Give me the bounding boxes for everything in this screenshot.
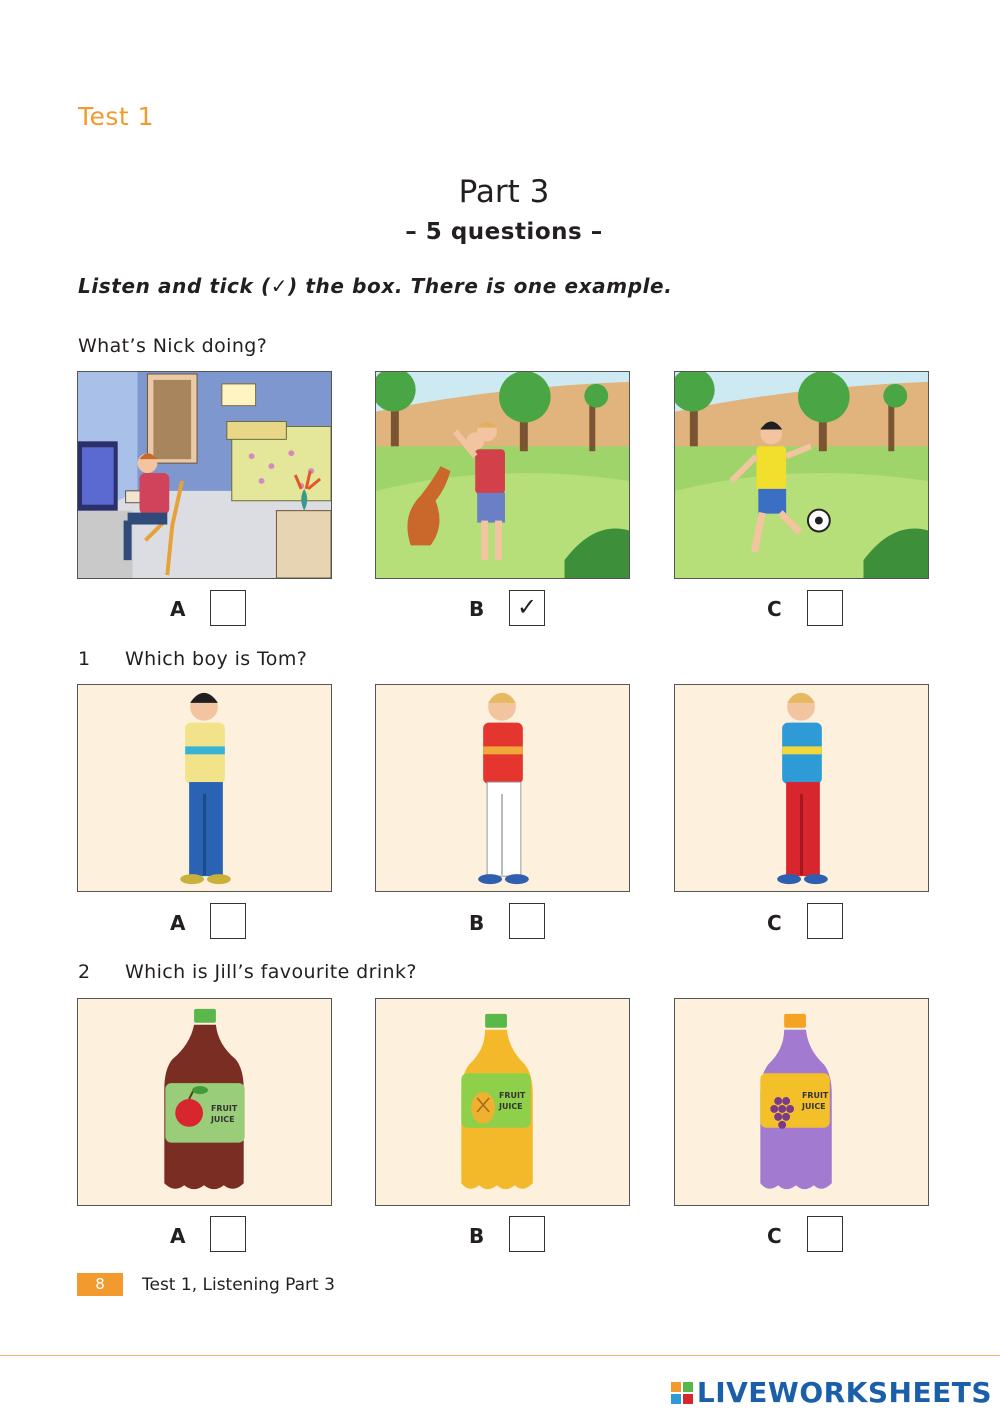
example-picture-b bbox=[375, 371, 630, 579]
question-2-option-c-letter: C bbox=[767, 1224, 782, 1248]
question-2-option-a-checkbox[interactable] bbox=[210, 1216, 246, 1252]
question-1-picture-b bbox=[375, 684, 630, 892]
brand-blocks-icon bbox=[671, 1382, 693, 1404]
example-picture-c bbox=[674, 371, 929, 579]
question-2-c-label-line1: FRUIT bbox=[801, 1091, 829, 1101]
question-2-a-label-line2: JUICE bbox=[210, 1114, 235, 1124]
question-2-c-label-line2: JUICE bbox=[801, 1101, 826, 1111]
question-1-option-c-letter: C bbox=[767, 911, 782, 935]
example-option-a-checkbox[interactable] bbox=[210, 590, 246, 626]
example-question: What’s Nick doing? bbox=[78, 335, 268, 357]
question-2-a-label-line1: FRUIT bbox=[210, 1103, 238, 1113]
question-1-option-a-letter: A bbox=[170, 911, 186, 935]
question-2-option-b-checkbox[interactable] bbox=[509, 1216, 545, 1252]
example-option-a-letter: A bbox=[170, 597, 186, 621]
page-number: 8 bbox=[77, 1273, 123, 1296]
question-2-option-a-letter: A bbox=[170, 1224, 186, 1248]
question-1 bbox=[78, 648, 307, 670]
question-1-option-b-checkbox[interactable] bbox=[509, 903, 545, 939]
instruction-text: Listen and tick (✓) the box. There is one example. bbox=[78, 274, 673, 298]
example-picture-a bbox=[77, 371, 332, 579]
question-2-option-c-checkbox[interactable] bbox=[807, 1216, 843, 1252]
question-2-picture-b bbox=[375, 998, 630, 1206]
question-1-text: Which boy is Tom? bbox=[125, 648, 308, 670]
question-2 bbox=[78, 961, 417, 983]
footer-divider bbox=[0, 1355, 1000, 1356]
example-option-c-letter: C bbox=[767, 597, 782, 621]
example-option-c-checkbox[interactable] bbox=[807, 590, 843, 626]
question-1-option-b-letter: B bbox=[469, 911, 485, 935]
question-2-number: 2 bbox=[78, 961, 91, 983]
question-1-option-a-checkbox[interactable] bbox=[210, 903, 246, 939]
question-2-option-b-letter: B bbox=[469, 1224, 485, 1248]
question-1-picture-a bbox=[77, 684, 332, 892]
brand-text: LIVEWORKSHEETS bbox=[696, 1376, 992, 1409]
question-1-number: 1 bbox=[78, 648, 91, 670]
test-label: Test 1 bbox=[78, 102, 155, 131]
question-1-option-c-checkbox[interactable] bbox=[807, 903, 843, 939]
part-title: Part 3 bbox=[458, 174, 550, 210]
question-2-b-label-line1: FRUIT bbox=[499, 1091, 526, 1101]
brand-logo[interactable] bbox=[671, 1376, 992, 1409]
question-2-b-label-line2: JUICE bbox=[499, 1101, 523, 1111]
question-2-picture-a bbox=[77, 998, 332, 1206]
part-subtitle: – 5 questions – bbox=[405, 219, 603, 245]
example-option-b-checkbox[interactable]: ✓ bbox=[509, 590, 545, 626]
footer-caption: Test 1, Listening Part 3 bbox=[142, 1275, 335, 1295]
question-2-picture-c bbox=[674, 998, 929, 1206]
question-1-picture-c bbox=[674, 684, 929, 892]
question-2-text: Which is Jill’s favourite drink? bbox=[125, 961, 417, 983]
example-option-b-letter: B bbox=[469, 597, 485, 621]
